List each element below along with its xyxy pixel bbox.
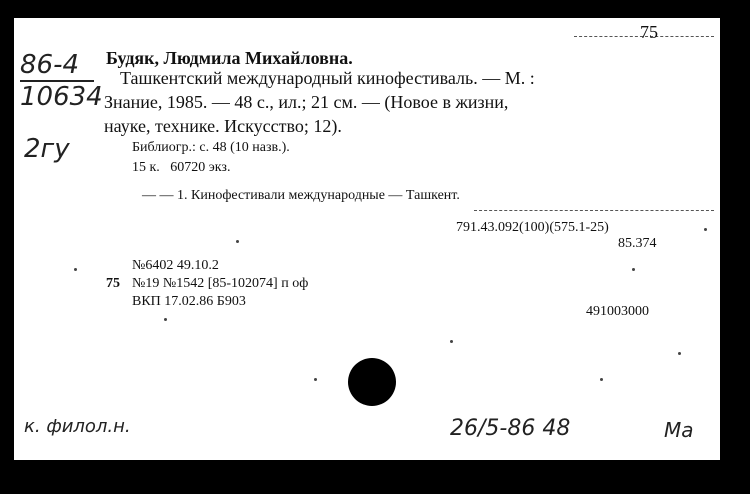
- speck: [314, 378, 317, 381]
- shelf-mark: 86-4: [20, 50, 80, 80]
- title-line-2: Знание, 1985. — 48 с., ил.; 21 см. — (Новое в жизни,: [104, 92, 509, 112]
- title-line-3: науке, технике. Искусство; 12).: [104, 116, 342, 136]
- speck: [450, 340, 453, 343]
- udc-code: 791.43.092(100)(575.1-25): [456, 220, 609, 235]
- author-heading: Будяк, Людмила Михайловна.: [106, 48, 353, 68]
- speck: [678, 352, 681, 355]
- accession-number: 10634: [20, 82, 103, 112]
- order-line-1: №6402 49.10.2: [132, 258, 219, 273]
- bbk-code: 85.374: [618, 236, 657, 251]
- bibliography-note: Библиогр.: с. 48 (10 назв.).: [132, 140, 290, 155]
- speck: [632, 268, 635, 271]
- page-number: 75: [640, 22, 658, 42]
- speck: [74, 268, 77, 271]
- control-number: 491003000: [586, 304, 649, 319]
- punch-hole: [348, 358, 396, 406]
- order-line-2: №19 №1542 [85-102074] п оф: [132, 276, 309, 291]
- title-line-1: Ташкентский международный кинофестиваль. — М. :: [120, 68, 535, 88]
- speck: [704, 228, 707, 231]
- price-print-run: 15 к. 60720 экз.: [132, 160, 231, 175]
- order-line-2-prefix: 75: [106, 276, 120, 291]
- speck: [236, 240, 239, 243]
- speck: [600, 378, 603, 381]
- middle-dashed-rule: [474, 210, 714, 211]
- handwritten-note-left: 2гу: [24, 134, 70, 164]
- handwritten-date: 26/5-86 48: [450, 416, 571, 441]
- handwritten-initials: Ма: [664, 418, 694, 442]
- subject-heading: — — 1. Кинофестивали международные — Ташкент.: [142, 188, 460, 203]
- handwritten-note-bottom-left: к. филол.н.: [24, 416, 131, 437]
- catalog-card: [14, 18, 720, 460]
- speck: [164, 318, 167, 321]
- order-line-3: ВКП 17.02.86 Б903: [132, 294, 246, 309]
